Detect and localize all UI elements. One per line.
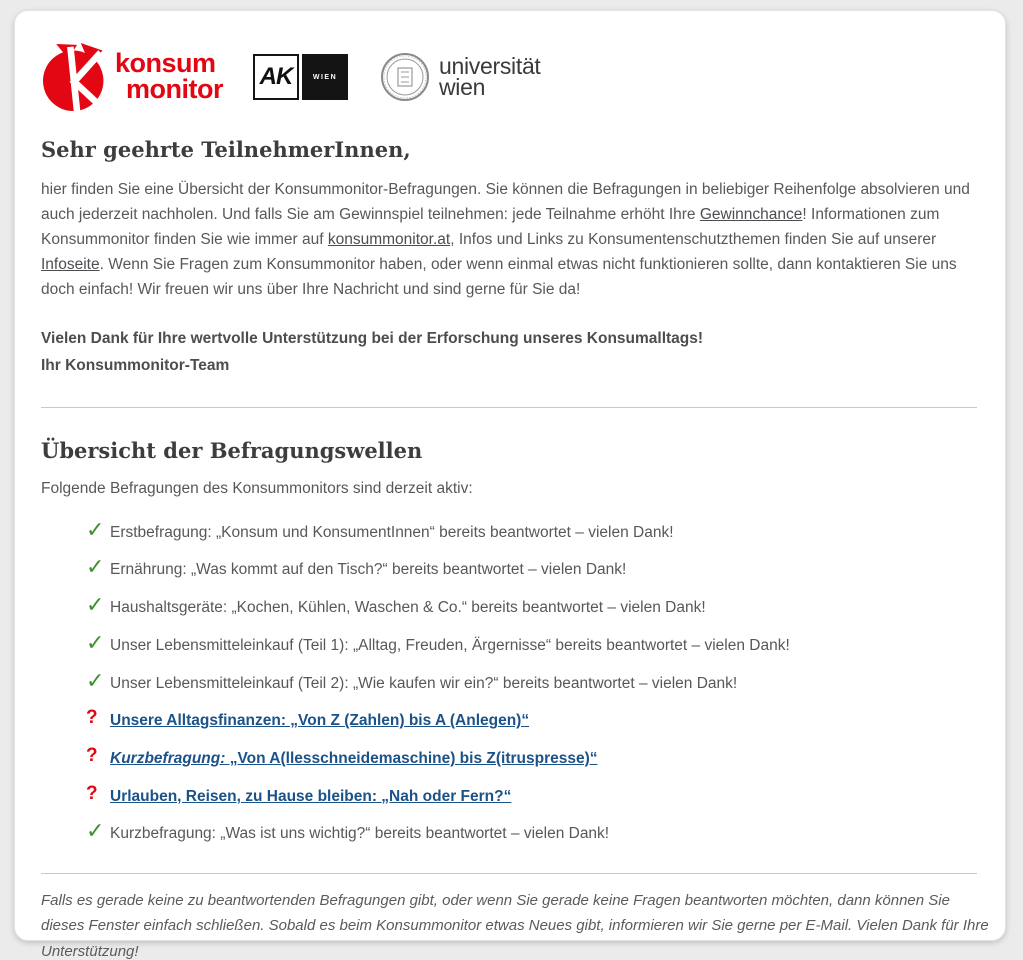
thanks-line1: Vielen Dank für Ihre wertvolle Unterstützung bei der Erforschung unseres Konsumalltags! [41, 329, 704, 347]
list-item [86, 592, 977, 619]
survey-status-text: Erstbefragung: „Konsum und KonsumentInnen“ bereits beantwortet – vielen Dank! [110, 523, 674, 541]
univie-line2: wien [439, 74, 486, 100]
question-icon: ? [86, 707, 98, 729]
check-icon: ✓ [86, 667, 105, 693]
brand-wordmark [115, 48, 223, 104]
intro-paragraph [41, 177, 985, 303]
survey-link-alltagsfinanzen[interactable] [110, 708, 529, 732]
konsummonitor-at-link[interactable]: konsummonitor.at [327, 231, 451, 249]
survey-status-text: Ernährung: „Was kommt auf den Tisch?“ bereits beantwortet – vielen Dank! [110, 561, 627, 579]
list-item [86, 554, 977, 581]
main-card [14, 10, 1006, 960]
thanks-line2: Ihr Konsummonitor-Team [41, 356, 230, 374]
ak-wien-label: WIEN [302, 54, 348, 100]
gewinnchance-link[interactable]: Gewinnchance [699, 206, 803, 224]
intro-text-4: . Wenn Sie Fragen zum Konsummonitor haben, oder wenn einmal etwas nicht funktionieren sollte, dann kontaktieren Sie uns doch einfach! Wir freuen wir uns über Ihre Nachricht und sind gerne für Sie da! [41, 256, 957, 299]
list-item [86, 784, 977, 808]
check-icon: ✓ [86, 554, 105, 580]
intro-text-2: ! Informationen zum Konsummonitor finden Sie wie immer auf [41, 206, 940, 249]
list-item [86, 629, 977, 657]
overview-heading: Übersicht der Befragungswellen [41, 437, 423, 463]
konsummonitor-logo-icon [41, 43, 113, 111]
check-icon: ✓ [86, 818, 105, 844]
survey-link-text: Unsere Alltagsfinanzen: „Von Z (Zahlen) bis A (Anlegen)“ [110, 712, 530, 730]
survey-list [41, 516, 977, 845]
survey-link-text: „Von A(llesschneidemaschine) bis Z(itruspresse)“ [225, 749, 598, 767]
greeting-heading: Sehr geehrte TeilnehmerInnen, [41, 137, 411, 162]
divider-bottom [41, 873, 977, 874]
universitaet-wien-seal-icon [380, 52, 430, 102]
univie-line1: universität [439, 52, 541, 79]
question-icon: ? [86, 782, 98, 804]
survey-status-text: Haushaltsgeräte: „Kochen, Kühlen, Waschen & Co.“ bereits beantwortet – vielen Dank! [110, 599, 706, 617]
ak-wien-logo [253, 54, 348, 100]
survey-link-urlauben-reisen[interactable] [110, 784, 511, 808]
universitaet-wien-wordmark [439, 52, 541, 100]
list-item [86, 667, 977, 695]
overview-subtitle: Folgende Befragungen des Konsummonitors sind derzeit aktiv: [41, 479, 473, 497]
question-icon: ? [86, 744, 98, 766]
survey-status-text: Unser Lebensmitteleinkauf (Teil 1): „Alltag, Freuden, Ärgernisse“ bereits beantwortet – vielen Dank! [110, 636, 790, 654]
footer-note: Falls es gerade keine zu beantwortenden Befragungen gibt, oder wenn Sie gerade keine Fragen beantworten möchten, dann können Sie dieses Fenster einfach schließen. Sobald es beim Konsummonitor etwas Neues gibt, informieren wir Sie gerne per E-Mail. Vielen Dank für Ihre Unterstützung! [41, 891, 989, 960]
survey-link-text: Urlauben, Reisen, zu Hause bleiben: „Nah oder Fern?“ [110, 787, 512, 805]
list-item [86, 708, 977, 732]
divider-top [41, 407, 977, 408]
intro-text-1: hier finden Sie eine Übersicht der Konsummonitor-Befragungen. Sie können die Befragungen in beliebiger Reihenfolge absolvieren und auch jederzeit nachholen. Und falls Sie am Gewinnspiel teilnehmen: jede Teilnahme erhöht Ihre [41, 181, 970, 224]
survey-link-prefix: Kurzbefragung: [110, 749, 226, 767]
brand-line2: monitor [126, 74, 223, 104]
list-item [86, 746, 977, 770]
survey-status-text: Unser Lebensmitteleinkauf (Teil 2): „Wie kaufen wir ein?“ bereits beantwortet – vielen Dank! [110, 674, 738, 692]
check-icon: ✓ [86, 629, 105, 655]
brand-line1: konsum [115, 48, 216, 79]
survey-status-text: Kurzbefragung: „Was ist uns wichtig?“ bereits beantwortet – vielen Dank! [110, 825, 610, 843]
ak-logo-icon: AK [253, 54, 299, 100]
intro-text-3: , Infos und Links zu Konsumentenschutzthemen finden Sie auf unserer [450, 231, 937, 249]
list-item [86, 516, 977, 544]
check-icon: ✓ [86, 592, 105, 618]
infoseite-link[interactable]: Infoseite [41, 256, 100, 274]
thanks-block [41, 325, 977, 379]
list-item [86, 818, 977, 845]
header [41, 43, 977, 111]
survey-link-kurzbefragung-a-z[interactable] [110, 746, 598, 770]
check-icon: ✓ [86, 516, 105, 542]
